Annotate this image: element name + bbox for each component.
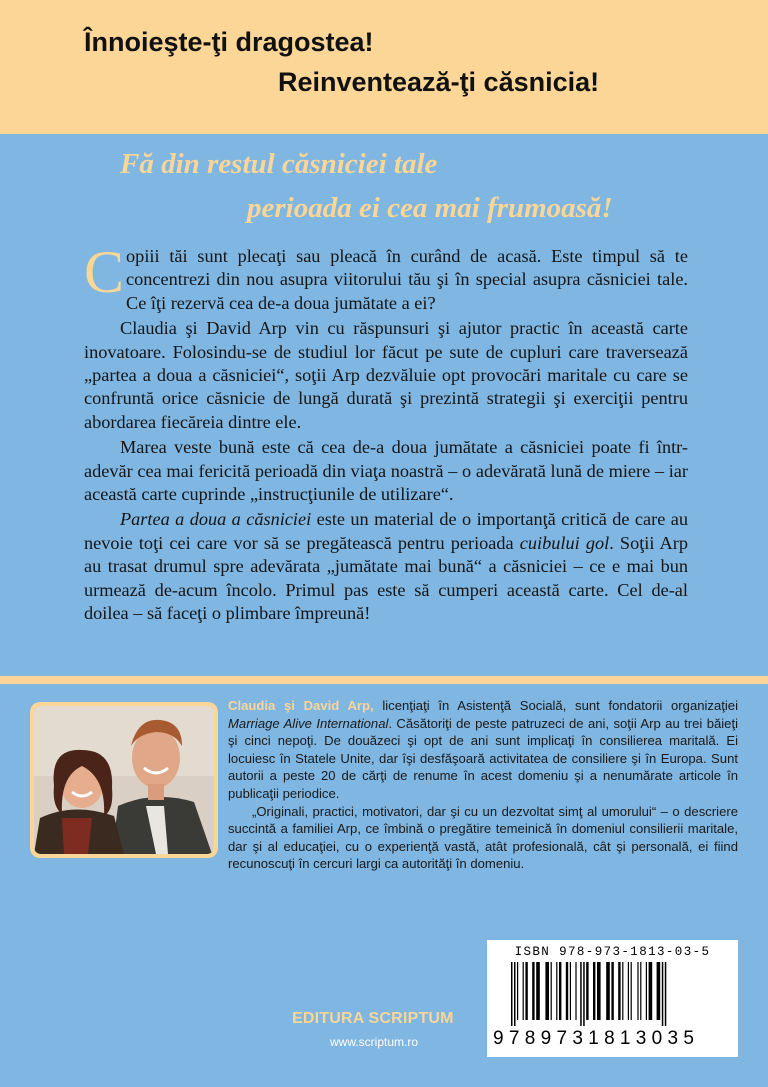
barcode-bar — [551, 962, 552, 1020]
ean-digits: 9789731813035 — [493, 1028, 700, 1049]
publisher-name: EDITURA SCRIPTUM — [292, 1010, 454, 1027]
barcode-bar — [575, 962, 576, 1020]
barcode-bar — [593, 962, 595, 1020]
barcode-bar — [622, 962, 623, 1020]
barcode-bar — [657, 962, 661, 1020]
description-paragraph-4: Partea a doua a căsniciei este un material de o importanţă critică de care au nevoie toţi cei care vor să se pregătească pentru perioada cuibului gol. Soţii Arp au trasat drumul spre adevărata „jumătate mai bună“ a căsniciei – ce e mai bun urmează de-acum încolo. Primul pas este să cumperi această carte. Cel de-al doilea – să faceţi o plimbare împreună! — [84, 509, 688, 624]
description-paragraph-1: Copiii tăi sunt plecaţi sau pleacă în curând de acasă. Este timpul să te concentrezi din nou asupra viitorului tău şi în special asupra căsniciei tale. Ce îţi rezervă cea de-a doua jumătate a ei? — [84, 239, 688, 313]
barcode-bar — [545, 962, 549, 1020]
description-paragraph-2: Claudia şi David Arp vin cu răspunsuri şi ajutor practic în această carte inovatoare. Folosindu-se de studiul lor făcut pe sute de cupluri care traversează „partea a doua a căsniciei“, soţii Arp dezvăluie opt provocări maritale cu care se confruntă orice căsnicie de lungă durată şi prezintă strategii şi exerciţii pentru abordarea fiecăreia dintre ele. — [84, 318, 688, 432]
publisher-website: www.scriptum.ro — [330, 1035, 419, 1049]
barcode-bar — [570, 962, 571, 1020]
headline-line-1: Înnoieşte-ţi dragostea! — [84, 27, 374, 57]
barcode-bar — [580, 962, 582, 1026]
book-description — [84, 239, 688, 628]
barcode-bar — [597, 962, 601, 1020]
isbn-label: ISBN 978-973-1813-03-5 — [514, 945, 711, 959]
barcode-bar — [523, 962, 524, 1020]
bio-paragraph-2: „Originali, practici, motivatori, dar şi cu un dezvoltat simţ al umorului“ – o descriere succintă a familiei Arp, ce îmbină o pregătire temeinică în domeniul consilierii maritale, dar şi al educaţiei, cu o experienţă vastă, atât profesională, cât şi personală, ei fiind recunoscuţi în cercuri largi ca autorităţi în domeniu. — [228, 803, 738, 872]
barcode-bar — [628, 962, 629, 1020]
tagline-line-1: Fă din restul căsniciei tale — [120, 148, 438, 180]
barcode-bar — [586, 962, 588, 1020]
drop-cap: C — [84, 239, 125, 305]
section-divider — [0, 676, 768, 684]
authors-names: Claudia şi David Arp, — [228, 698, 374, 713]
headline-line-2: Reinventează-ţi căsnicia! — [278, 67, 600, 97]
barcode-bar — [559, 962, 561, 1020]
barcode-bar — [517, 962, 518, 1020]
description-paragraph-3: Marea veste bună este că cea de-a doua jumătate a căsniciei poate fi într-adevăr cea mai fericită perioadă din viaţa noastră – o adevărată lună de miere – iar această carte cuprinde „instrucţiunile de utilizare“. — [84, 437, 688, 505]
barcode-bar — [556, 962, 557, 1020]
barcode-bar — [514, 962, 516, 1026]
barcode-bar — [511, 962, 513, 1026]
organization-name: Marriage Alive International — [228, 715, 389, 731]
authors-bio — [30, 697, 738, 873]
barcode-bar — [665, 962, 667, 1026]
barcode-box — [487, 940, 738, 1057]
barcode-bar — [631, 962, 632, 1020]
barcode-bar — [525, 962, 527, 1020]
barcode-bar — [646, 962, 647, 1020]
barcode-bar — [532, 962, 534, 1020]
barcode-bar — [611, 962, 613, 1020]
barcode-bar — [618, 962, 620, 1020]
bio-paragraph-1: Claudia şi David Arp, licenţiaţi în Asistenţă Socială, sunt fondatorii organizaţiei Marriage Alive International. Căsătoriţi de peste patruzeci de ani, soţii Arp au trei băieţi şi cinci nepoţi. De douăzeci şi opt de ani sunt implicaţi în consilierea maritală. Ei locuiesc în Statele Unite, dar îşi desfăşoară activitatea de consiliere şi în Europa. Sunt autorii a peste 20 de cărţi de renume în acest domeniu şi a nenumărate articole în publicaţii periodice. — [228, 698, 738, 801]
barcode-bar — [649, 962, 653, 1020]
barcode-bar — [536, 962, 540, 1020]
barcode-bar — [566, 962, 568, 1020]
barcode-bar — [637, 962, 638, 1020]
barcode-bars — [507, 962, 719, 1026]
barcode-bar — [606, 962, 610, 1020]
empty-nest-term: cuibului gol — [519, 532, 610, 553]
barcode-bar — [662, 962, 664, 1026]
barcode-bar — [583, 962, 585, 1026]
tagline-line-2: perioada ei cea mai frumoasă! — [247, 192, 613, 224]
book-title-italic: Partea a doua a căsniciei — [120, 509, 312, 530]
barcode-bar — [640, 962, 641, 1020]
